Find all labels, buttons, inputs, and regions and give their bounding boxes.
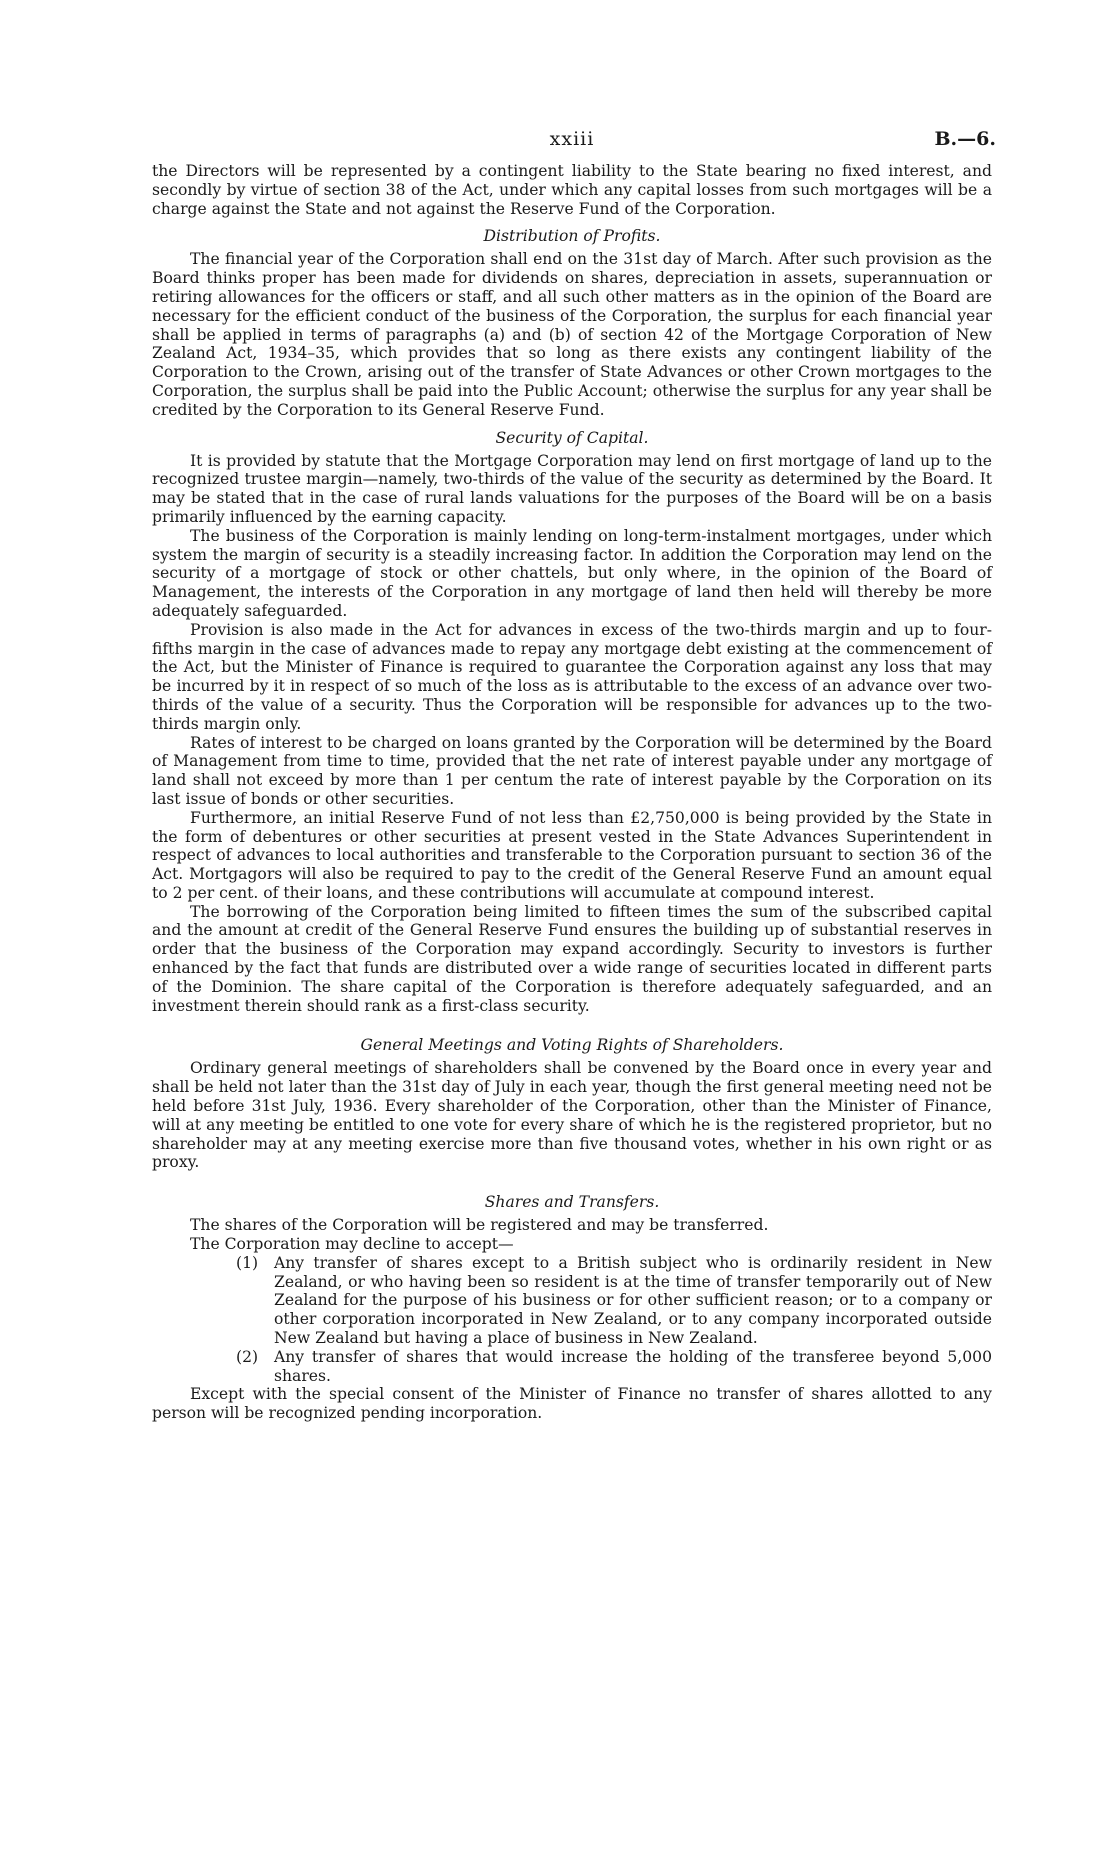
security-paragraph-6: The borrowing of the Corporation being limited to fifteen times the sum of the subscribed capital and the amount at credit of the General Reserve Fund ensures the building up of substantial reserves in order that the business of the Corporation may expand accordingly. Security to investors is further enhanced by the fact that funds are distributed over a wide range of securities located in different parts of the Dominion. The share capital of the Corporation is therefore adequately safeguarded, and an investment therein should rank as a first-class security. — [152, 902, 992, 1015]
list-item-text: Any transfer of shares that would increase the holding of the transferee beyond 5,000 shares. — [274, 1347, 992, 1385]
transfer-conditions-list — [236, 1254, 992, 1386]
shares-line-1: The shares of the Corporation will be registered and may be transferred. — [190, 1216, 769, 1235]
security-paragraph-3: Provision is also made in the Act for advances in excess of the two-thirds margin and up to four-fifths margin in the case of advances made to repay any mortgage debt existing at the commencement of the Act, but the Minister of Finance is required to guarantee the Corporation against any loss that may be incurred by it in respect of so much of the loss as is attributable to the excess of an advance over two-thirds of the value of a security. Thus the Corporation will be responsible for advances up to the two-thirds margin only. — [152, 620, 992, 733]
list-item-number: (1) — [236, 1253, 259, 1272]
intro-paragraph: the Directors will be represented by a contingent liability to the State bearing no fixed interest, and secondly by virtue of section 38 of the Act, under which any capital losses from such mortgages will be a charge against the State and not against the Reserve Fund of the Corporation. — [152, 162, 992, 218]
list-item-text: Any transfer of shares except to a British subject who is ordinarily resident in New Zealand, or who having been so resident is at the time of transfer temporarily out of New Zealand for the purpose of his business or for other sufficient reason; or to a company or other corporation incorporated in New Zealand, or to any company incorporated outside New Zealand but having a place of business in New Zealand. — [274, 1253, 992, 1348]
document-page — [152, 128, 996, 1423]
page-header — [152, 128, 996, 162]
document-reference: B.—6. — [934, 128, 996, 150]
meetings-paragraph: Ordinary general meetings of shareholders shall be convened by the Board once in every year and shall be held not later than the 31st day of July in each year, though the first general meeting need not be held before 31st July, 1936. Every shareholder of the Corporation, other than the Minister of Finance, will at any meeting be entitled to one vote for every share of which he is the registered proprietor, but no shareholder may at any meeting exercise more than five thousand votes, whether in his own right or as proxy. — [152, 1059, 992, 1172]
security-paragraph-5: Furthermore, an initial Reserve Fund of not less than £2,750,000 is being provided by the State in the form of debentures or other securities at present vested in the State Advances Superintendent in respect of advances to local authorities and transferable to the Corporation pursuant to section 36 of the Act. Mortgagors will also be required to pay to the credit of the General Reserve Fund an amount equal to 2 per cent. of their loans, and these contributions will accumulate at compound interest. — [152, 808, 992, 902]
list-item-number: (2) — [236, 1347, 259, 1366]
security-paragraph-4: Rates of interest to be charged on loans granted by the Corporation will be determined by the Board of Management from time to time, provided that the net rate of interest payable under any mortgage of land shall not exceed by more than 1 per centum the rate of interest payable by the Corporation on its last issue of bonds or other securities. — [152, 733, 992, 808]
distribution-paragraph: The financial year of the Corporation shall end on the 31st day of March. After such provision as the Board thinks proper has been made for dividends on shares, depreciation in assets, superannuation or retiring allowances for the officers or staff, and all such other matters as in the opinion of the Board are necessary for the efficient conduct of the business of the Corporation, the surplus for each financial year shall be applied in terms of paragraphs (a) and (b) of section 42 of the Mortgage Corporation of New Zealand Act, 1934–35, which provides that so long as there exists any contingent liability of the Corporation to the Crown, arising out of the transfer of State Advances or other Crown mortgages to the Corporation, the surplus shall be paid into the Public Account; otherwise the surplus for any year shall be credited by the Corporation to its General Reserve Fund. — [152, 250, 992, 419]
heading-shares-and-transfers: Shares and Transfers. — [484, 1193, 660, 1212]
shares-closing-paragraph: Except with the special consent of the Minister of Finance no transfer of shares allotted to any person will be recognized pending incorporation. — [152, 1385, 992, 1423]
heading-security-of-capital: Security of Capital. — [495, 428, 649, 447]
security-paragraph-1: It is provided by statute that the Mortgage Corporation may lend on first mortgage of land up to the recognized trustee margin—namely, two-thirds of the value of the security as determined by the Board. It may be stated that in the case of rural lands valuations for the purposes of the Board will be on a basis primarily influenced by the earning capacity. — [152, 451, 992, 526]
list-item — [236, 1348, 992, 1386]
page-number: xxiii — [549, 128, 595, 150]
list-item — [236, 1254, 992, 1348]
security-paragraph-2: The business of the Corporation is mainly lending on long-term-instalment mortgages, under which system the margin of security is a steadily increasing factor. In addition the Corporation may lend on the security of a mortgage of stock or other chattels, but only where, in the opinion of the Board of Management, the interests of the Corporation in any mortgage of land then held will thereby be more adequately safeguarded. — [152, 526, 992, 620]
heading-distribution-of-profits: Distribution of Profits. — [483, 227, 661, 246]
shares-line-2: The Corporation may decline to accept— — [190, 1235, 514, 1254]
heading-general-meetings: General Meetings and Voting Rights of Shareholders. — [360, 1036, 784, 1055]
